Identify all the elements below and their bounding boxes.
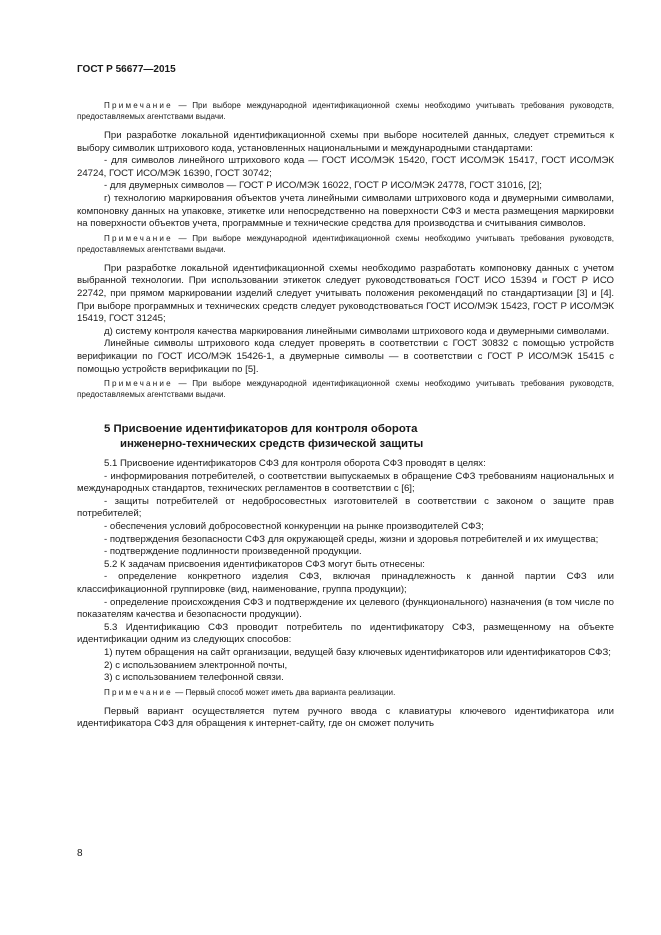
section-heading-line: инженерно-технических средств физической защиты [120,438,424,451]
body-paragraph: - информирования потребителей, о соответствии выпускаемых в обращение СФЗ требованиям национальных и международных стандартов, технических регламентов в соответствии с [6]; [77,470,614,495]
page-header: ГОСТ Р 56677—2015 [77,64,176,75]
body-paragraph: д) систему контроля качества маркирования линейными символами штрихового кода и двумерными символами. [104,325,610,337]
note-label: Примечание [104,233,173,243]
body-paragraph: 2) с использованием электронной почты, [104,659,288,671]
body-paragraph: - подтверждения безопасности СФЗ для окружающей среды, жизни и здоровья потребителей и их имущества; [104,533,599,545]
note-label: Примечание [104,101,173,110]
note-text: — При выборе международной идентификационной схемы необходимо учитывать требования руководств, предоставляемых агентствами выдачи. [77,233,614,254]
body-paragraph: 5.2 К задачам присвоения идентификаторов СФЗ могут быть отнесены: [104,558,425,570]
body-paragraph: - определение конкретного изделия СФЗ, включая принадлежность к данной партии СФЗ или классификационной группировке (вид, наименование, группа продукции); [77,571,614,596]
body-paragraph: 3) с использованием телефонной связи. [104,672,284,684]
body-paragraph: г) технологию маркирования объектов учета линейными символами штрихового кода и двумерными символами, компоновку данных на упаковке, этикетке или непосредственно на поверхности СФЗ и места размещения маркировки на поверхности объектов учета, программные и технические средства для производства и считывания символов. [77,192,614,230]
body-paragraph: - определение происхождения СФЗ и подтверждение их целевого (функционального) назначения (в том числе по показателям качества и безопасности продукции). [77,596,614,621]
note-text: — При выборе международной идентификационной схемы необходимо учитывать требования руководств, предоставляемых агентствами выдачи. [77,379,614,400]
note-text: — При выборе международной идентификационной схемы необходимо учитывать требования руководств, предоставляемых агентствами выдачи. [77,101,614,121]
body-paragraph: Линейные символы штрихового кода следует проверять в соответствии с ГОСТ 30832 с помощью устройств верификации по ГОСТ ИСО/МЭК 15426-1, а двумерные символы — в соответствии с ГОСТ Р ИСО/МЭК 15415 с помощью устройств верификации по [5]. [77,338,614,375]
body-paragraph: Первый вариант осуществляется путем ручного ввода с клавиатуры ключевого идентификатора или идентификатора СФЗ для обращения к интернет-сайту, где он сможет получить [77,705,614,730]
note-text: — Первый способ может иметь два варианта реализации. [175,687,396,697]
body-paragraph: - подтверждение подлинности произведенной продукции. [104,546,362,558]
note-paragraph [77,687,614,698]
body-paragraph: При разработке локальной идентификационной схемы необходимо разработать компоновку данных с учетом выбранной технологии. При использовании этикеток следует руководствоваться ГОСТ ИСО 15394 и ГОСТ Р ИСО 22742, при прямом маркировании изделий следует учитывать положения рекомендаций по стандартизации [3] и [4]. При выборе программных и технических средств следует руководствоваться ГОСТ ИСО/МЭК 15423, ГОСТ Р ИСО/МЭК 15419, ГОСТ 31245; [77,262,614,325]
body-paragraph: - защиты потребителей от недобросовестных изготовителей в соответствии с законом о защите прав потребителей; [77,495,614,520]
body-paragraph: 5.3 Идентификацию СФЗ проводит потребитель по идентификатору СФЗ, размещенному на объекте идентификации одним из следующих способов: [77,621,614,646]
note-label: Примечание [104,379,173,389]
note-paragraph [77,233,614,255]
note-label: Примечание [104,687,173,697]
page-number: 8 [77,848,83,859]
body-paragraph: 5.1 Присвоение идентификаторов СФЗ для контроля оборота СФЗ проводят в целях: [104,458,486,470]
body-paragraph: 1) путем обращения на сайт организации, ведущей базу ключевых идентификаторов или идентификаторов СФЗ; [104,647,611,658]
note-paragraph [77,378,614,400]
section-heading-line: 5 Присвоение идентификаторов для контроля оборота [104,423,418,436]
note-paragraph [77,100,614,122]
section-heading [104,422,614,452]
body-paragraph: - обеспечения условий добросовестной конкуренции на рынке производителей СФЗ; [104,521,484,533]
page-body [77,98,614,731]
body-paragraph: - для двумерных символов — ГОСТ Р ИСО/МЭК 16022, ГОСТ Р ИСО/МЭК 24778, ГОСТ 31016, [2]; [104,180,542,192]
body-paragraph: При разработке локальной идентификационной схемы при выборе носителей данных, следует стремиться к выбору символик штрихового кода, установленных национальными и международными стандартами: [77,130,614,154]
body-paragraph: - для символов линейного штрихового кода — ГОСТ ИСО/МЭК 15420, ГОСТ ИСО/МЭК 15417, ГОСТ ИСО/МЭК 24724, ГОСТ ИСО/МЭК 16390, ГОСТ 30742; [77,155,614,179]
